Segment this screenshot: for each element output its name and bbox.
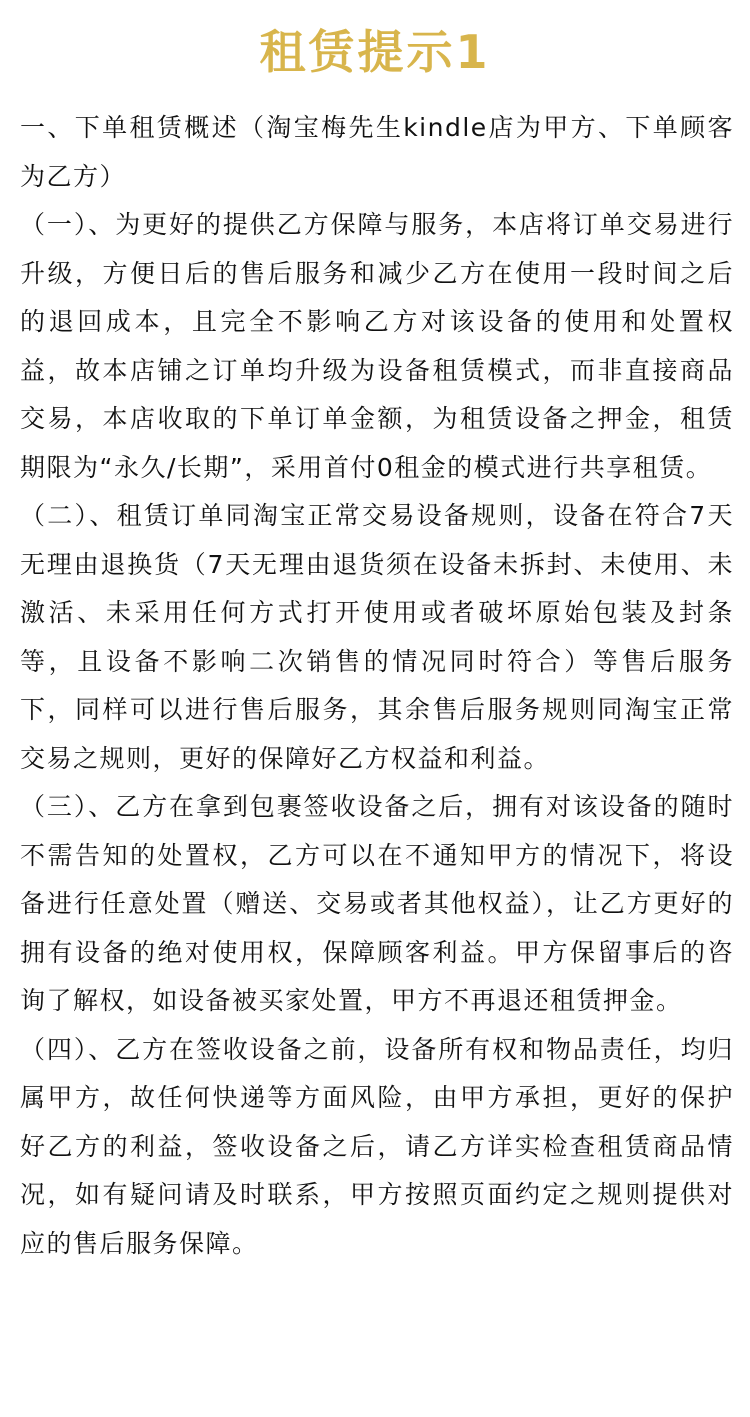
clause-two-paragraph: （二）、租赁订单同淘宝正常交易设备规则，设备在符合7天无理由退换货（7天无理由退货须在设备未拆封、未使用、未激活、未采用任何方式打开使用或者破坏原始包装及封条等，且设备不影响二次销售的情况同时符合）等售后服务下，同样可以进行售后服务，其余售后服务规则同淘宝正常交易之规则，更好的保障好乙方权益和利益。 (20, 501, 734, 773)
clause-three-paragraph: （三）、乙方在拿到包裹签收设备之后，拥有对该设备的随时不需告知的处置权，乙方可以在不通知甲方的情况下，将设备进行任意处置（赠送、交易或者其他权益），让乙方更好的拥有设备的绝对使用权，保障顾客利益。甲方保留事后的咨询了解权，如设备被买家处置，甲方不再退还租赁押金。 (20, 792, 734, 1015)
notice-body (20, 104, 734, 1268)
section-overview-paragraph: 一、下单租赁概述（淘宝梅先生kindle店为甲方、下单顾客为乙方） (20, 113, 734, 191)
clause-four-paragraph: （四）、乙方在签收设备之前，设备所有权和物品责任，均归属甲方，故任何快递等方面风险，由甲方承担，更好的保护好乙方的利益，签收设备之后，请乙方详实检查租赁商品情况，如有疑问请及时联系，甲方按照页面约定之规则提供对应的售后服务保障。 (20, 1034, 734, 1258)
clause-one-paragraph: （一）、为更好的提供乙方保障与服务，本店将订单交易进行升级，方便日后的售后服务和减少乙方在使用一段时间之后的退回成本，且完全不影响乙方对该设备的使用和处置权益，故本店铺之订单均升级为设备租赁模式，而非直接商品交易，本店收取的下单订单金额，为租赁设备之押金，租赁期限为“永久/长期”，采用首付0租金的模式进行共享租赁。 (20, 210, 734, 482)
page-title: 租赁提示1 (259, 25, 491, 79)
